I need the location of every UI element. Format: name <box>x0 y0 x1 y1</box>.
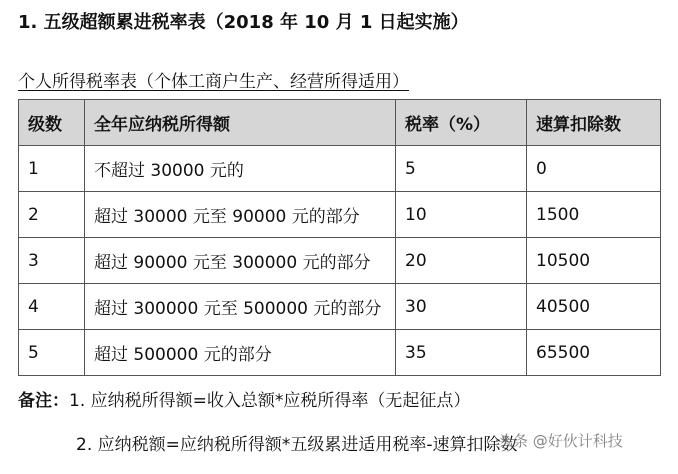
cell-level: 4 <box>19 284 85 330</box>
note-text-2: 2. 应纳税额=应纳税所得额*五级累进适用税率-速算扣除数 <box>76 435 518 455</box>
header-taxable-income: 全年应纳税所得额 <box>85 100 396 146</box>
cell-taxable-income: 不超过 30000 元的 <box>85 146 396 192</box>
cell-level: 1 <box>19 146 85 192</box>
cell-taxable-income: 超过 500000 元的部分 <box>85 330 396 376</box>
note-line-1 <box>18 386 668 430</box>
table-row <box>19 238 661 284</box>
cell-level: 2 <box>19 192 85 238</box>
note-label: 备注： <box>18 391 69 411</box>
table-row <box>19 192 661 238</box>
table-row <box>19 284 661 330</box>
table-caption: 个人所得税率表（个体工商户生产、经营所得适用） <box>18 72 409 92</box>
cell-quick-deduction: 0 <box>527 146 661 192</box>
cell-tax-rate: 35 <box>396 330 527 376</box>
tax-rate-table <box>18 99 661 376</box>
table-row <box>19 146 661 192</box>
cell-quick-deduction: 1500 <box>527 192 661 238</box>
cell-level: 3 <box>19 238 85 284</box>
header-level: 级数 <box>19 100 85 146</box>
cell-quick-deduction: 40500 <box>527 284 661 330</box>
page-title: 1. 五级超额累进税率表（2018 年 10 月 1 日起实施） <box>18 12 469 33</box>
table-row <box>19 330 661 376</box>
note-text-1: 1. 应纳税所得额=收入总额*应税所得率（无起征点） <box>69 391 471 411</box>
table-header-row <box>19 100 661 146</box>
cell-tax-rate: 5 <box>396 146 527 192</box>
cell-level: 5 <box>19 330 85 376</box>
cell-tax-rate: 30 <box>396 284 527 330</box>
header-quick-deduction: 速算扣除数 <box>527 100 661 146</box>
cell-taxable-income: 超过 300000 元至 500000 元的部分 <box>85 284 396 330</box>
cell-taxable-income: 超过 90000 元至 300000 元的部分 <box>85 238 396 284</box>
cell-quick-deduction: 65500 <box>527 330 661 376</box>
cell-tax-rate: 20 <box>396 238 527 284</box>
watermark: 头条 @好伙计科技 <box>498 432 623 450</box>
header-tax-rate: 税率（%） <box>396 100 527 146</box>
cell-tax-rate: 10 <box>396 192 527 238</box>
cell-taxable-income: 超过 30000 元至 90000 元的部分 <box>85 192 396 238</box>
cell-quick-deduction: 10500 <box>527 238 661 284</box>
